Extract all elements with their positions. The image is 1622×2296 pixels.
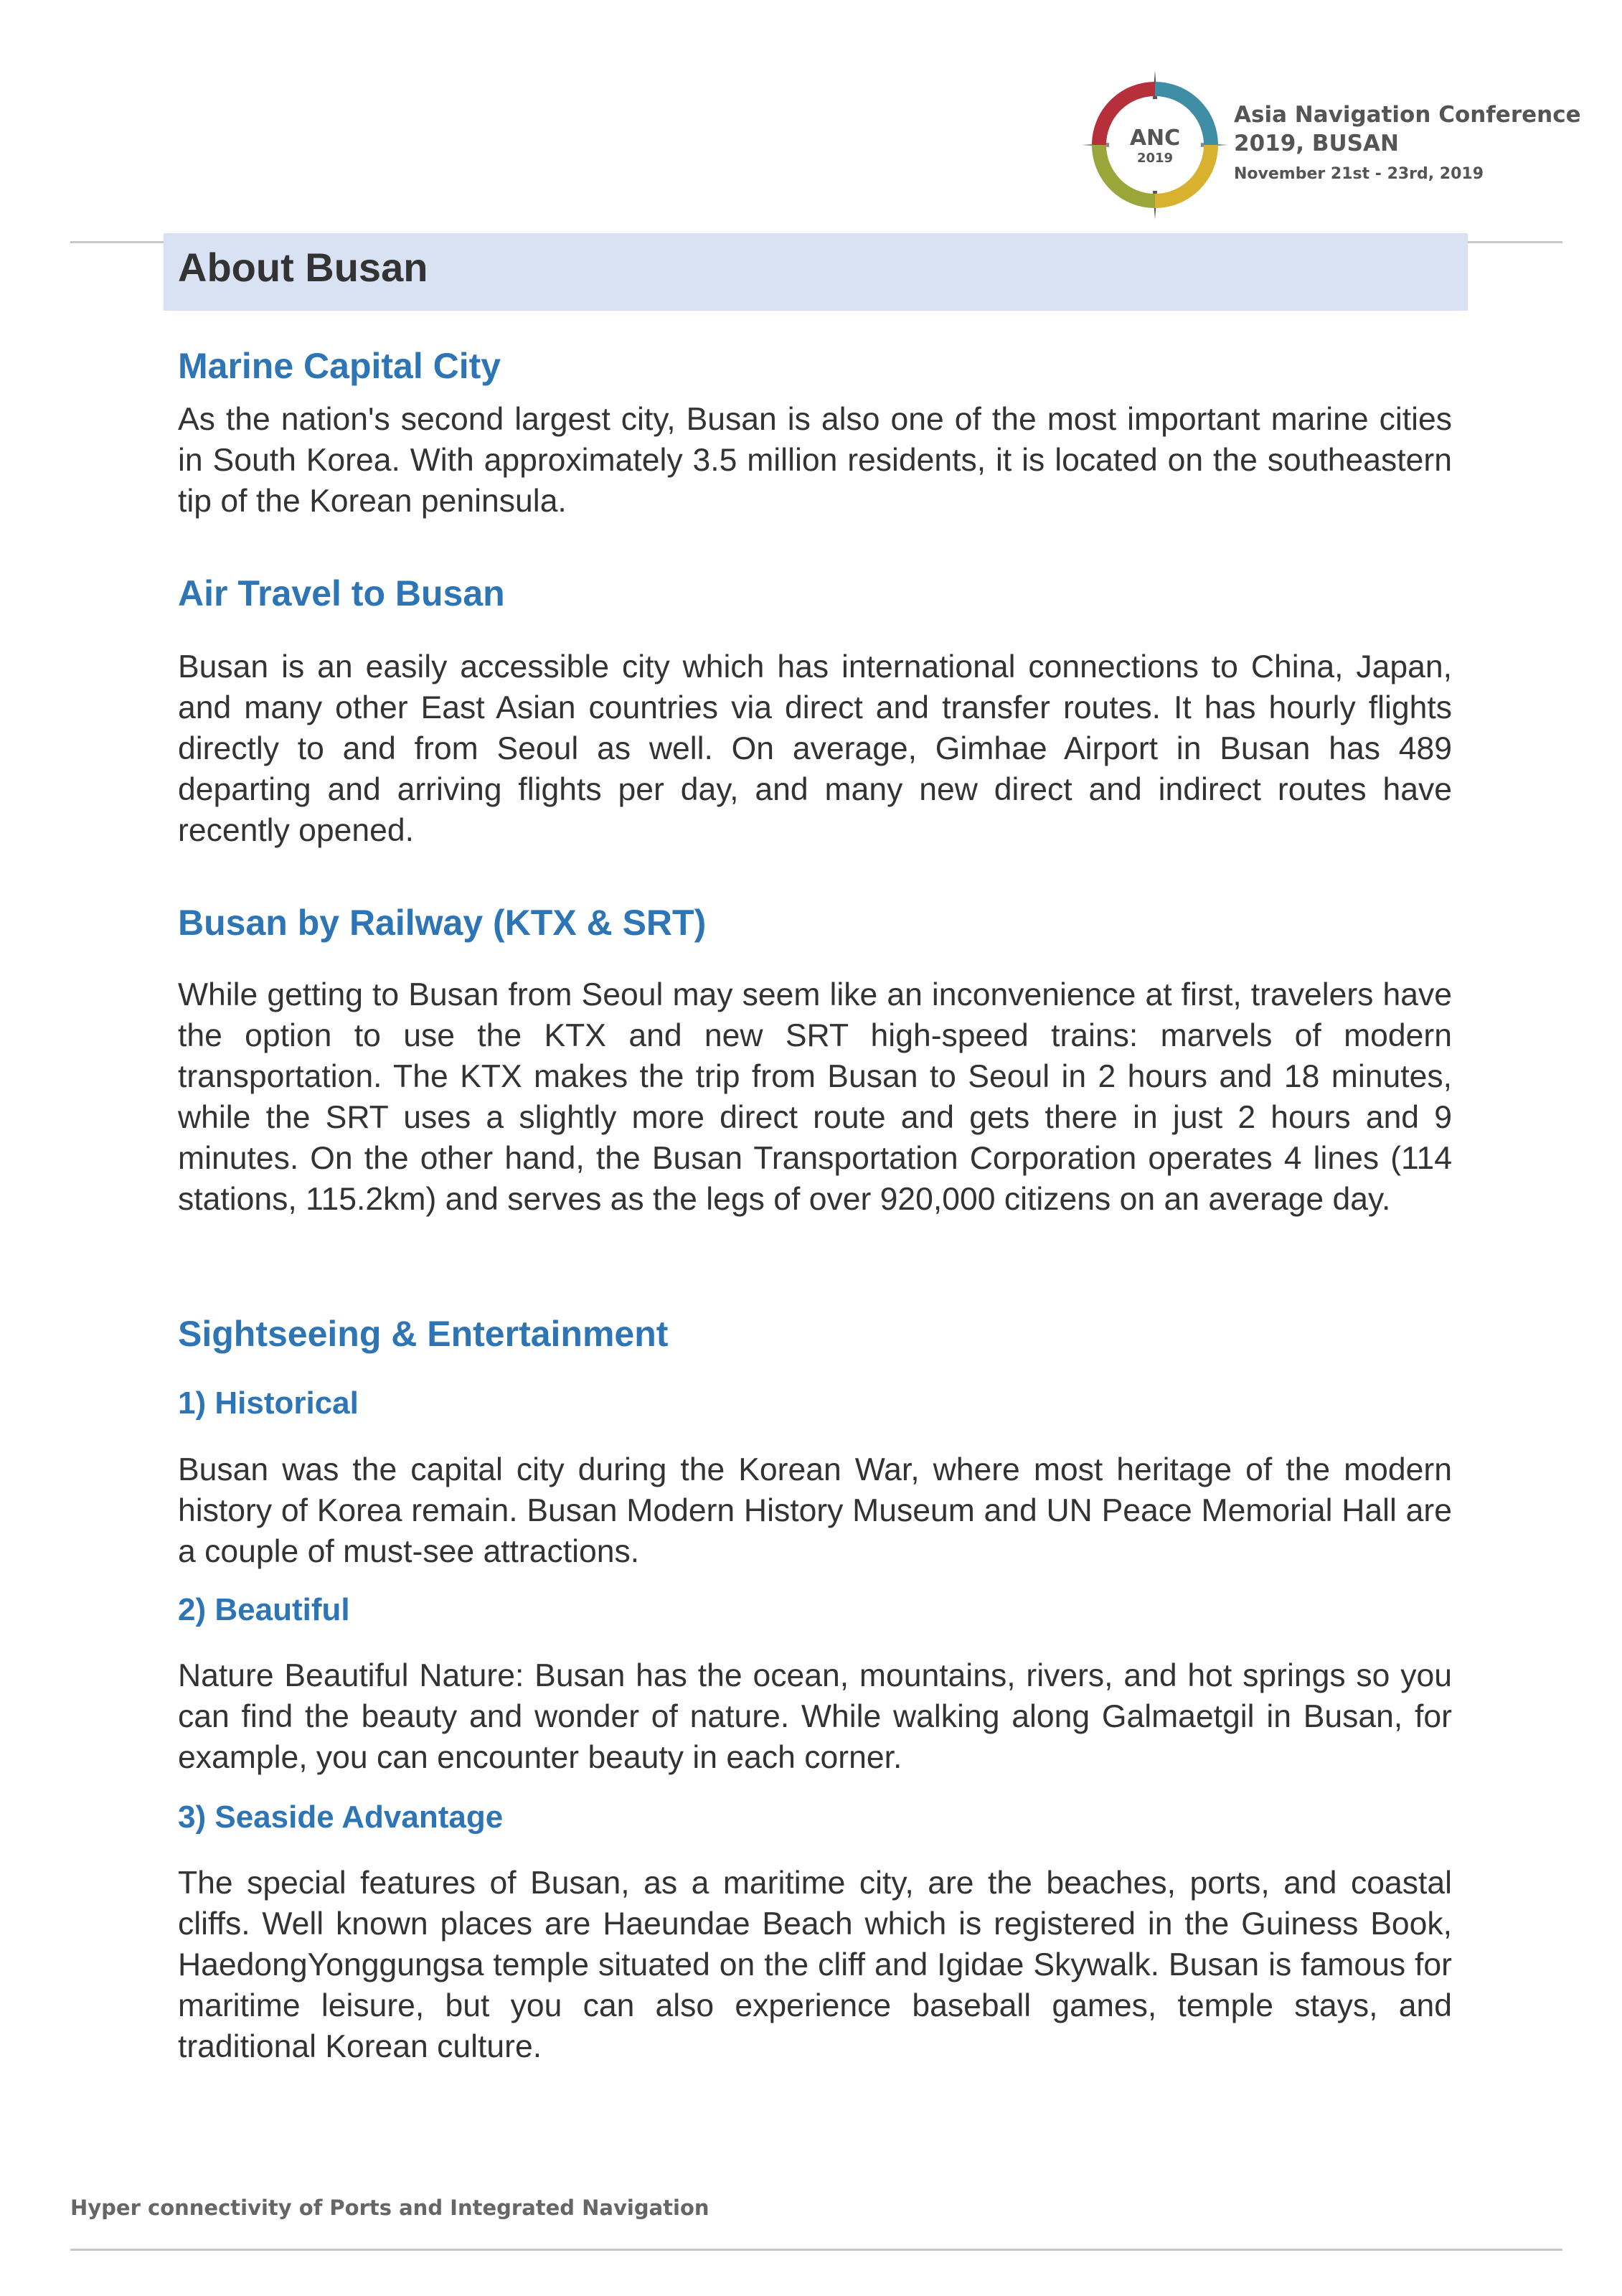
section-paragraph-railway: While getting to Busan from Seoul may seem like an inconvenience at first, travelers have the option to use the KTX and new SRT high-speed trains: marvels of modern transportation. The KTX makes the trip from Busan to Seoul in 2 hours and 18 minutes, while the SRT uses a slightly more direct route and gets there in just 2 hours and 9 minutes. On the other hand, the Busan Transportation Corporation operates 4 lines (114 stations, 115.2km) and serves as the legs of over 920,000 citizens on an average day. [178, 977, 1452, 1217]
section-heading-railway: Busan by Railway (KTX & SRT) [178, 903, 707, 943]
subsection-heading-seaside: 3) Seaside Advantage [178, 1799, 504, 1835]
logo-abbr: ANC [1129, 126, 1181, 151]
subsection-paragraph-historical: Busan was the capital city during the Korean War, where most heritage of the modern history of Korea remain. Busan Modern History Museum and UN Peace Memorial Hall are a couple of must-see attractions. [178, 1452, 1452, 1569]
subsection-paragraph-seaside: The special features of Busan, as a maritime city, are the beaches, ports, and coastal cliffs. Well known places are Haeundae Beach which is registered in the Guiness Book, HaedongYonggungsa temple situated on the cliff and Igidae Skywalk. Busan is famous for maritime leisure, but you can also experience baseball games, temple stays, and traditional Korean culture. [178, 1866, 1452, 2064]
conference-date: November 21st - 23rd, 2019 [1234, 165, 1484, 183]
section-heading-marine: Marine Capital City [178, 346, 501, 386]
conference-logo [1076, 66, 1581, 224]
section-paragraph-air-travel: Busan is an easily accessible city which has international connections to China, Japan, and many other East Asian countries via direct and transfer routes. It has hourly flights directly to and from Seoul as well. On average, Gimhae Airport in Busan has 489 departing and arriving flights per day, and many new direct and indirect routes have recently opened. [178, 649, 1452, 848]
subsection-heading-historical: 1) Historical [178, 1385, 359, 1421]
footer-tagline: Hyper connectivity of Ports and Integrated Navigation [70, 2196, 709, 2220]
subsection-paragraph-beautiful: Nature Beautiful Nature: Busan has the ocean, mountains, rivers, and hot springs so you can find the beauty and wonder of nature. While walking along Galmaetgil in Busan, for example, you can encounter beauty in each corner. [178, 1658, 1452, 1775]
subsection-heading-beautiful: 2) Beautiful [178, 1592, 350, 1627]
page-title: About Busan [178, 245, 428, 290]
compass-logo-icon [1076, 66, 1234, 224]
section-heading-air-travel: Air Travel to Busan [178, 573, 505, 613]
section-paragraph-marine: As the nation's second largest city, Busan is also one of the most important marine cities in South Korea. With approximately 3.5 million residents, it is located on the southeastern tip of the Korean peninsula. [178, 402, 1452, 519]
logo-year: 2019 [1136, 151, 1174, 166]
conference-title-block [1234, 100, 1581, 187]
section-heading-sightseeing: Sightseeing & Entertainment [178, 1314, 669, 1354]
conference-title: Asia Navigation Conference [1234, 102, 1581, 128]
footer-divider [70, 2249, 1562, 2251]
conference-location: 2019, BUSAN [1234, 131, 1399, 156]
